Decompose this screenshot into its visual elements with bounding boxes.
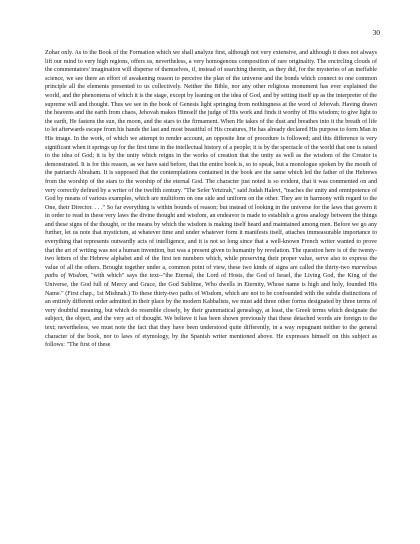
body-text-part-1: Zohar only. As to the Book of the Formation which we shall analyze first, although not very extensive, and although it does not always lift our mind to very high regions, offers us, nevertheless, a very homogenous composition of rare originality. The encircling clouds of the commentators' imagination will disperse of themselves, if, instead of searching therein, as they did, for the mysteries of an ineffable science, we see there an effort of awakening reason to perceive the plan of the universe and the bonds which connect to one common principle all the elements presented to us collectively. Neither the Bible, nor any other religious monument has ever explained the world, and the phenomena of which it is the stage, except by leaning on the idea of God, and by setting itself up as the interpreter of the supreme will and thought. Thus we see in the book of Genesis light springing from nothingness at the word of Jehovah. Having drawn the heavens and the earth from chaos, Jehovah makes Himself the judge of His work and finds it worthy of His wisdom; to give light to the earth, He fastens the sun, the moon, and the stars to the firmament. When He takes of the dust and breathes into it the breath of life to let afterwards escape from his hands the last and most beautiful of His creatures, He has already declared His purpose to form Man in His image. In the work, of which we attempt to render account, an opposite line of procedure is followed; and this difference is very significant when it springs up for the first time in the intellectual history of a people; it is by the spectacle of the world that one is raised to the idea of God; it is by the unity which reigns in the works of creation that the unity as well as the wisdom of the Creator is demonstrated. It is for this reason, as we have said before, that the entire book is, so to speak, but a monologue spoken by the mouth of the patriarch Abraham. It is supposed that the contemplations contained in the book are the same which led the father of the Hebrews from the worship of the stars to the worship of the eternal God. The character just noted is so evident, that it was commented on and very correctly defined by a writer of the twelfth century. "The Sefer Yetzirah," said Judah Halevi, "teaches the unity and omnipotence of God by means of various examples, which are multiform on one side and uniform on the other. They are in harmony with regard to the One, their Director. . . ." So far everything is within bounds of reason; but instead of looking in the universe for the laws that govern it in order to read in these very laws the divine thought and wisdom, an endeavor is made to establish a gross analogy between the things and these signs of the thought, or the means by which the wisdom is making itself heard and maintained among men. Before we go any further, let us note that mysticism, at whatever time and under whatever form it manifests itself, attaches immeasurable importance to everything that represents outwardly acts of intelligence, and it is not so long since that a well-known French writer wanted to prove that the art of writing was not a human invention, but was a present given to humanity by revelation. The question here is of the twenty-two letters of the Hebrew alphabet and of the first ten numbers which, while preserving their proper value, serve also to express the value of all the others. Brought together under a, common point of view, these two kinds of signs are called the thirty-two (45, 50, 377, 271)
italic-phrase: marvelous paths of Wisdom (45, 264, 377, 280)
page-number: 30 (372, 28, 380, 37)
body-text-part-2: , "with which" says the text--"the Eternal, the Lord of Hosts, the God of Israel, the Living God, the King of the Universe, the God full of Mercy and Grace, the God Sublime, Who dwells in Eternity, Whose name is high and holy, founded His Name." (First chap., 1st Mishnah.) To these thirty-two paths of Wisdom, which are not to be confounded with the subtle distinctions of an entirely different order admitted in their place by the modern Kabbalists, we must add three other forms designated by three terms of very doubtful meaning, but which do resemble closely, by their grammatical genealogy, at least, the Greek terms which designate the subject, the object, and the very act of thought. We believe it has been shown previously that these detached words are foreign to the text; nevertheless, we must note the fact that they have been understood quite differently, in a way repugnant neither to the general character of the book, nor to laws of etymology, by the Spanish writer mentioned above. He expresses himself on this subject as follows: "The first of these (45, 273, 377, 349)
body-paragraph (45, 49, 377, 350)
